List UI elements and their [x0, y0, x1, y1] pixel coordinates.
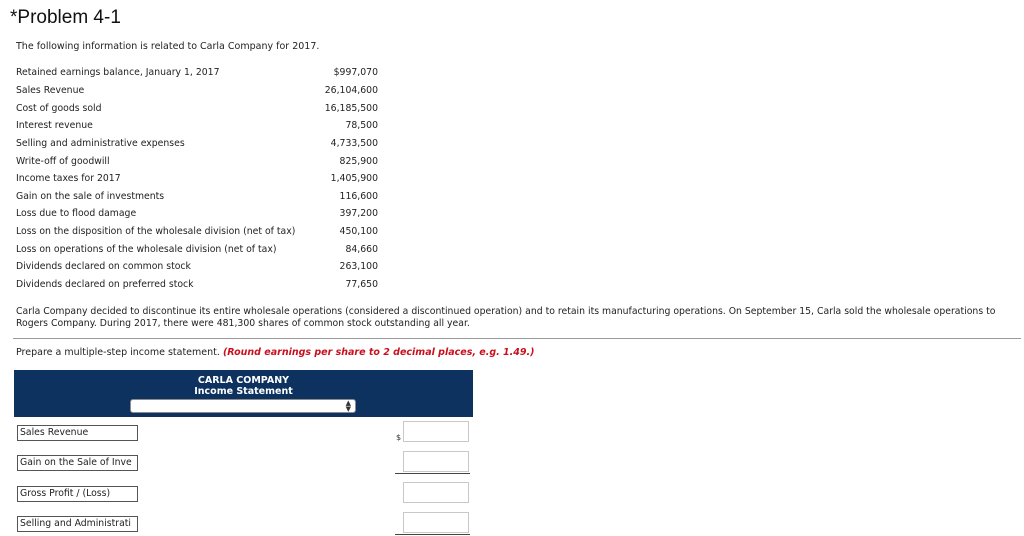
line-item-select[interactable]: Gain on the Sale of Inve: [17, 455, 138, 471]
data-value: 825,900: [339, 155, 378, 167]
intro-text: The following information is related to Carla Company for 2017.: [16, 41, 320, 52]
data-row: [16, 258, 378, 276]
data-label: Loss on operations of the wholesale division (net of tax): [16, 243, 277, 255]
data-value: 397,200: [339, 208, 378, 220]
line-item-select[interactable]: Sales Revenue: [17, 425, 138, 441]
data-label: Write-off of goodwill: [16, 155, 110, 167]
data-label: Selling and administrative expenses: [16, 137, 185, 149]
company-name: CARLA COMPANY: [197, 375, 290, 386]
data-row: [16, 187, 378, 205]
data-value: 77,650: [345, 279, 378, 290]
data-value: 16,185,500: [324, 102, 378, 114]
problem-title: *Problem 4-1: [10, 7, 121, 28]
total-underline: [395, 534, 470, 535]
data-row: [16, 276, 378, 294]
data-value: 450,100: [339, 226, 378, 238]
amount-input[interactable]: [403, 482, 469, 503]
data-row: [16, 135, 378, 153]
data-label: Sales Revenue: [16, 84, 85, 96]
scenario-paragraph: Carla Company decided to discontinue its entire wholesale operations (considered a discontinued operation) and to retain its manufacturing operations. On September 15, Carla sold the wholesale operations to Rogers Company. During 2017, there were 481,300 shares of common stock outstanding all year.: [16, 306, 996, 329]
data-value: 84,660: [345, 243, 378, 255]
amount-input[interactable]: [403, 451, 469, 472]
given-data-table: [16, 64, 378, 293]
data-label: Income taxes for 2017: [16, 173, 121, 185]
instructions: [16, 347, 534, 358]
data-label: Dividends declared on common stock: [16, 261, 191, 273]
data-row: [16, 152, 378, 170]
up-down-arrows-icon: ▲ ▼: [345, 399, 351, 413]
data-value: 1,405,900: [330, 173, 378, 185]
line-item-select[interactable]: Selling and Administrati: [17, 516, 138, 532]
instructions-text: Prepare a multiple-step income statement.: [16, 347, 220, 358]
data-label: Dividends declared on preferred stock: [16, 279, 194, 290]
amount-input[interactable]: [403, 421, 469, 442]
data-label: Retained earnings balance, January 1, 2017: [16, 67, 220, 79]
total-underline: [395, 473, 470, 474]
data-value: $997,070: [333, 67, 378, 79]
period-select[interactable]: [130, 399, 356, 413]
data-value: 263,100: [339, 261, 378, 273]
data-value: 26,104,600: [324, 84, 378, 96]
data-label: Loss on the disposition of the wholesale division (net of tax): [16, 226, 296, 238]
currency-symbol: $: [396, 433, 402, 442]
amount-input[interactable]: [403, 512, 469, 533]
data-value: 78,500: [345, 120, 378, 132]
line-item-select[interactable]: Gross Profit / (Loss): [17, 486, 138, 502]
data-row: [16, 240, 378, 258]
data-row: [16, 205, 378, 223]
section-divider: [13, 338, 1021, 339]
data-label: Gain on the sale of investments: [16, 190, 165, 202]
data-row: [16, 99, 378, 117]
data-label: Cost of goods sold: [16, 102, 102, 114]
data-row: [16, 223, 378, 241]
data-label: Loss due to flood damage: [16, 208, 137, 220]
data-row: [16, 64, 378, 82]
data-row: [16, 82, 378, 100]
statement-name: Income Statement: [194, 386, 293, 397]
data-value: 4,733,500: [330, 137, 378, 149]
data-row: [16, 170, 378, 188]
rounding-hint: (Round earnings per share to 2 decimal places, e.g. 1.49.): [222, 347, 535, 358]
data-label: Interest revenue: [16, 120, 93, 132]
data-value: 116,600: [339, 190, 378, 202]
data-row: [16, 117, 378, 135]
